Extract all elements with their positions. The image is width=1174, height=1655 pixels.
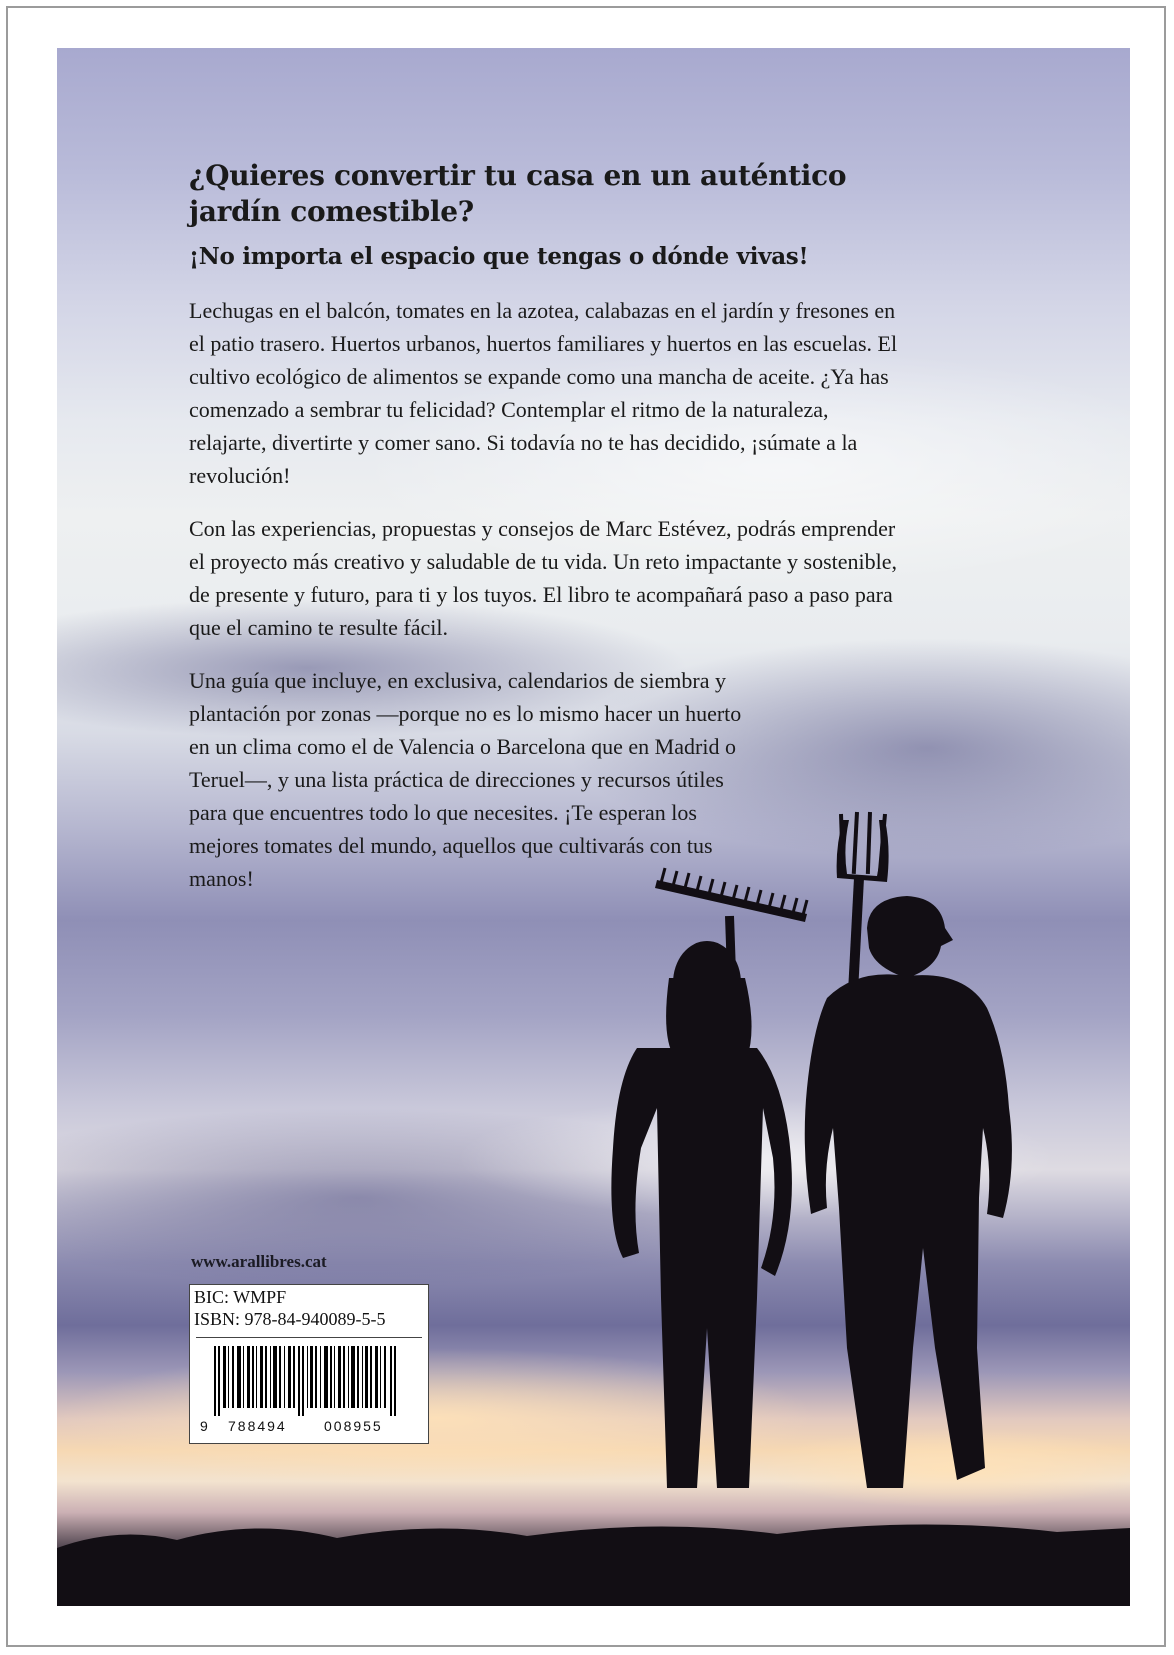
blurb-text (189, 158, 909, 915)
isbn-code: ISBN: 978-84-940089-5-5 (194, 1309, 386, 1329)
cover-headline: ¿Quieres convertir tu casa en un auténtico jardín comestible? (189, 159, 847, 228)
blurb-paragraph-2: Con las experiencias, propuestas y consejos de Marc Estévez, podrás emprender el proyecto más creativo y saludable de tu vida. Un reto impactante y sostenible, de presente y futuro, para ti y los tuyos. El libro te acompañará paso a paso para que el camino te resulte fácil. (189, 516, 898, 640)
bic-code: BIC: WMPF (194, 1287, 287, 1307)
isbn-barcode-box (189, 1284, 429, 1444)
blurb-paragraph-3: Una guía que incluye, en exclusiva, calendarios de siembra y plantación por zonas —porque no es lo mismo hacer un huerto en un clima como el de Valencia o Barcelona que en Madrid o Teruel—, y una lista práctica de direcciones y recursos útiles para que encuentres todo lo que necesites. ¡Te esperan los mejores tomates del mundo, aquellos que cultivarás con tus manos! (189, 668, 742, 891)
barcode-digits-left: 788494 (228, 1418, 287, 1434)
blurb-paragraph-1: Lechugas en el balcón, tomates en la azotea, calabazas en el jardín y fresones en el patio trasero. Huertos urbanos, huertos familiares y huertos en las escuelas. El cultivo ecológico de alimentos se expande como una mancha de aceite. ¿Ya has comenzado a sembrar tu felicidad? Contemplar el ritmo de la naturaleza, relajarte, divertirte y comer sano. Si todavía no te has decidido, ¡súmate a la revolución! (189, 298, 898, 488)
cover-subheadline: ¡No importa el espacio que tengas o dónde vivas! (189, 243, 809, 270)
publisher-website[interactable]: www.arallibres.cat (191, 1252, 327, 1271)
barcode (196, 1337, 422, 1438)
back-cover (57, 48, 1130, 1606)
barcode-digits-right: 008955 (324, 1418, 383, 1434)
barcode-digit-lead: 9 (200, 1418, 208, 1434)
barcode-bars (214, 1346, 404, 1416)
